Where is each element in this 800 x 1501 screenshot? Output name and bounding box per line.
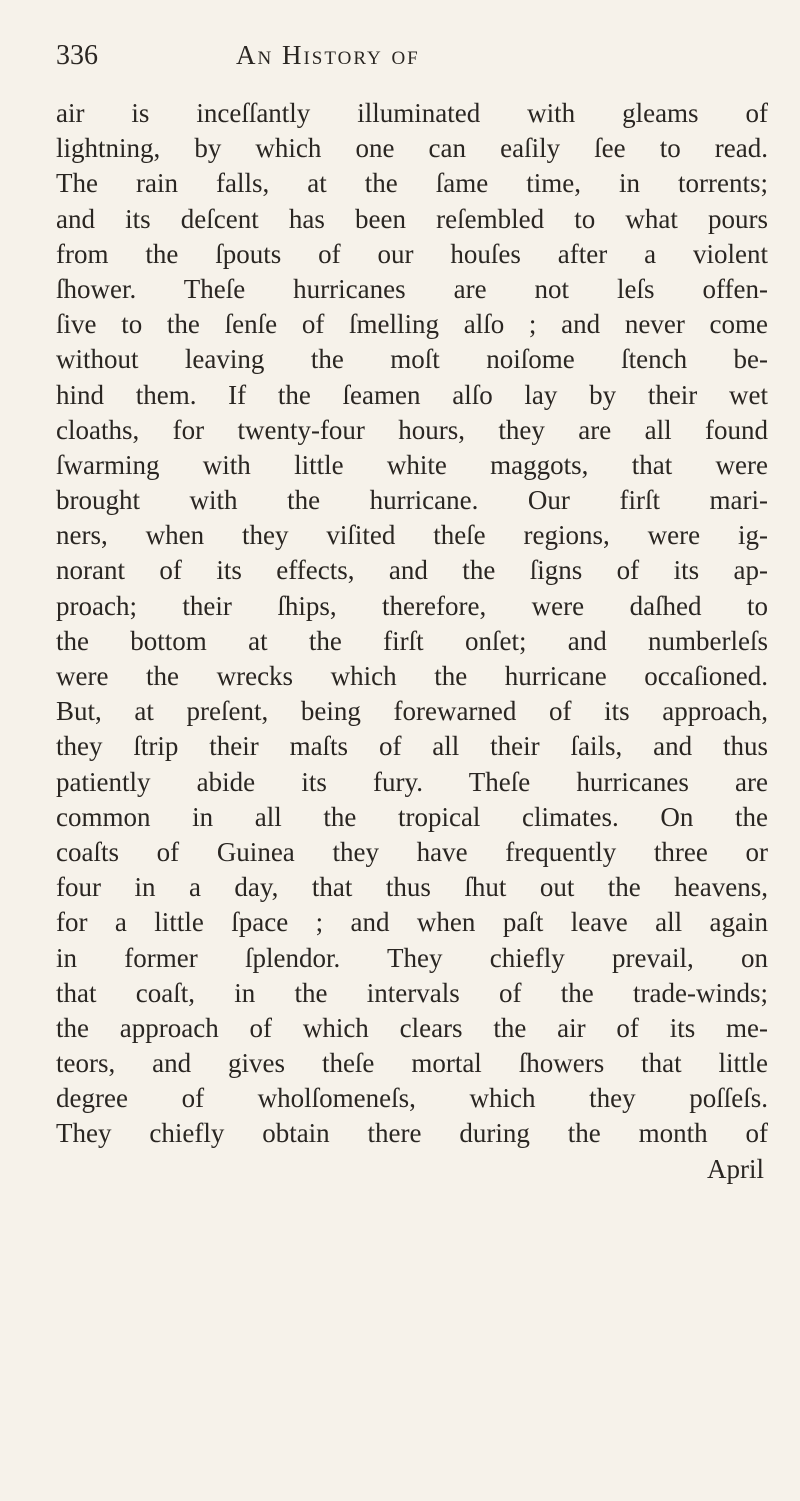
text-line: proach; their ſhips, therefore, were daſhed to <box>56 590 768 621</box>
text-line: ſhower. Theſe hurricanes are not leſs offen- <box>56 273 768 304</box>
text-line: hind them. If the ſeamen alſo lay by their wet <box>56 379 768 410</box>
text-line: from the ſpouts of our houſes after a violent <box>56 238 768 269</box>
text-line: air is inceſſantly illuminated with gleams of <box>56 98 768 128</box>
text-line: ners, when they viſited theſe regions, were ig- <box>56 520 768 551</box>
text-line: that coaſt, in the intervals of the trade-winds; <box>56 977 768 1008</box>
text-line: common in all the tropical climates. On the <box>56 801 768 832</box>
page-header <box>56 40 756 84</box>
text-line: they ſtrip their maſts of all their ſails, and thus <box>56 731 768 762</box>
running-title: An History of <box>236 40 420 70</box>
page-number: 336 <box>56 40 98 71</box>
text-line: and its deſcent has been reſembled to what pours <box>56 203 768 234</box>
text-line: coaſts of Guinea they have frequently three or <box>56 836 768 867</box>
text-line: cloaths, for twenty-four hours, they are all found <box>56 414 768 445</box>
text-line: They chiefly obtain there during the month of <box>56 1118 768 1149</box>
text-line: patiently abide its fury. Theſe hurricanes are <box>56 766 768 797</box>
text-line: But, at preſent, being forewarned of its approach, <box>56 696 768 727</box>
catchword: April <box>707 1153 764 1184</box>
text-line: for a little ſpace ; and when paſt leave all again <box>56 907 768 938</box>
text-line: lightning, by which one can eaſily ſee to read. <box>56 133 768 164</box>
body-text <box>56 96 768 1187</box>
text-line: without leaving the moſt noiſome ſtench be- <box>56 344 768 375</box>
text-line: the approach of which clears the air of its me- <box>56 1012 768 1043</box>
text-line: in former ſplendor. They chiefly prevail, on <box>56 942 768 973</box>
text-line: ſwarming with little white maggots, that were <box>56 449 768 480</box>
text-line: ſive to the ſenſe of ſmelling alſo ; and never come <box>56 309 768 340</box>
text-line: degree of wholſomeneſs, which they poſſeſs. <box>56 1083 768 1114</box>
text-line: norant of its effects, and the ſigns of its ap- <box>56 555 768 586</box>
text-line: the bottom at the firſt onſet; and numberleſs <box>56 625 768 656</box>
text-line: four in a day, that thus ſhut out the heavens, <box>56 872 768 903</box>
text-line: The rain falls, at the ſame time, in torrents; <box>56 168 768 199</box>
text-line: were the wrecks which the hurricane occaſioned. <box>56 661 768 691</box>
text-line: teors, and gives theſe mortal ſhowers that little <box>56 1048 768 1079</box>
text-line: brought with the hurricane. Our firſt mari- <box>56 485 768 516</box>
